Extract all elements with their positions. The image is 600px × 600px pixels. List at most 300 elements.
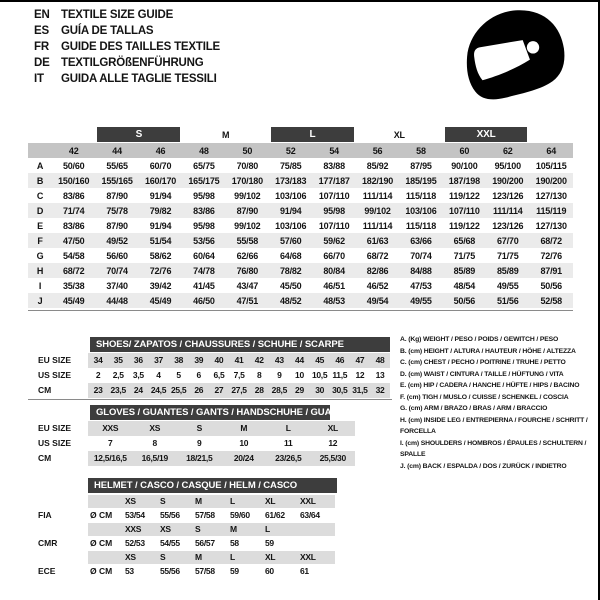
- size-value: 8: [256, 370, 262, 380]
- measure-value: 87/90: [106, 220, 128, 231]
- value-band: [88, 536, 335, 551]
- size-value: 16,5/19: [141, 453, 168, 463]
- legend-item: F. (cm) TIGH / MUSLO / CUISSE / SCHENKEL / COSCIA: [400, 393, 569, 401]
- measure-value: 68/72: [52, 263, 95, 278]
- measure-value: 75/78: [95, 203, 138, 218]
- size-letter: M: [195, 552, 202, 562]
- size-letter: XS: [125, 552, 136, 562]
- measure-value: 65/75: [193, 160, 215, 171]
- measure-value: 187/198: [443, 173, 486, 188]
- gloves-row-cm: [28, 451, 355, 466]
- measure-row-d: [28, 203, 573, 218]
- size-value: 2: [95, 370, 101, 380]
- measure-value: 50/60: [62, 160, 85, 171]
- title-line-fr: [34, 39, 220, 55]
- measure-value: 35/38: [62, 280, 85, 291]
- measure-row-j: [28, 293, 573, 308]
- page-title: TEXTILE SIZE GUIDE: [61, 9, 174, 21]
- numeric-size-spacer: [28, 143, 52, 158]
- measure-value: 53/56: [182, 233, 225, 248]
- size-value: 7: [108, 438, 113, 448]
- measure-value: 56/60: [106, 250, 128, 261]
- size-value: XL: [327, 423, 338, 433]
- size-value: 42: [254, 355, 264, 365]
- size-letter: L: [230, 552, 235, 562]
- size-header-band: [88, 495, 335, 508]
- measure-value: 68/72: [529, 233, 573, 248]
- measure-value: 107/110: [318, 190, 350, 201]
- measure-letter: E: [37, 220, 43, 231]
- measure-value: 99/102: [234, 220, 261, 231]
- measure-value: 71/75: [453, 250, 476, 261]
- measure-value: 71/75: [497, 250, 519, 261]
- measure-value: 59/62: [312, 233, 355, 248]
- measure-value: 48/53: [312, 293, 355, 308]
- numeric-size: 42: [52, 143, 95, 158]
- measure-value: 165/175: [182, 173, 225, 188]
- size-value: 12: [355, 370, 365, 380]
- helmet-size-header-ece: [28, 551, 337, 564]
- diameter-unit: Ø CM: [90, 566, 113, 576]
- legend-item: C. (cm) CHEST / PECHO / POITRINE / TRUHE / PETTO: [400, 359, 566, 366]
- measure-value: 99/102: [356, 203, 399, 218]
- measure-value: 67/70: [486, 233, 529, 248]
- racing-helmet-icon: [448, 2, 583, 105]
- measure-value: 115/118: [405, 220, 437, 231]
- measure-value: 49/52: [95, 233, 138, 248]
- size-value: 27,5: [231, 385, 247, 395]
- size-value: 52/53: [125, 538, 145, 548]
- language-code: FR: [34, 41, 49, 53]
- measure-value: 70/74: [95, 263, 138, 278]
- size-value: 30,5: [332, 385, 348, 395]
- measure-row-e: [28, 218, 573, 233]
- size-value: 12,5/16,5: [93, 453, 127, 463]
- measure-value: 170/180: [226, 173, 269, 188]
- measure-value: 85/89: [443, 263, 486, 278]
- value-band: [88, 353, 390, 368]
- size-letter: XS: [160, 524, 171, 534]
- size-group-empty: [529, 126, 573, 143]
- measure-letter: I: [38, 280, 42, 291]
- measure-value: 127/130: [535, 190, 567, 201]
- measure-value: 119/122: [449, 190, 480, 201]
- measure-value: 105/115: [535, 160, 567, 171]
- helmet-size-table: [28, 478, 337, 579]
- certification-label: FIA: [38, 510, 52, 520]
- size-value: 24,5: [150, 385, 167, 395]
- measure-value: 57/60: [269, 233, 312, 248]
- measure-value: 51/54: [139, 233, 182, 248]
- size-value: 47: [355, 355, 365, 365]
- size-value: 40: [214, 355, 224, 365]
- language-code: EN: [34, 9, 50, 21]
- size-value: [300, 536, 335, 551]
- size-value: 59: [230, 566, 239, 576]
- measure-letter: J: [28, 293, 52, 308]
- measure-value: 50/56: [443, 293, 486, 308]
- size-value: 8: [152, 438, 157, 448]
- size-value: 6: [196, 370, 201, 380]
- measure-value: 60/64: [193, 250, 215, 261]
- measure-value: 83/86: [62, 220, 85, 231]
- size-value: 61: [300, 566, 309, 576]
- measure-value: 68/72: [366, 250, 389, 261]
- measure-value: 173/183: [269, 173, 312, 188]
- measure-value: 44/48: [95, 293, 138, 308]
- measure-value: 103/106: [275, 190, 307, 201]
- size-value: 53/54: [125, 510, 145, 520]
- size-value: 53: [125, 566, 134, 576]
- page-title: GUIDA ALLE TAGLIE TESSILI: [61, 73, 217, 85]
- size-value: 3,5: [132, 370, 144, 380]
- size-value: 39: [194, 355, 204, 365]
- measure-value: 48/52: [269, 293, 312, 308]
- unit-spacer: [88, 523, 125, 536]
- page-title: GUÍA DE TALLAS: [61, 25, 154, 37]
- size-value: 31,5: [352, 385, 368, 395]
- legend-item: E. (cm) HIP / CADERA / HANCHE / HÜFTE / HIPS / BACINO: [400, 382, 580, 389]
- size-letter: S: [160, 552, 166, 562]
- numeric-size: 52: [269, 143, 312, 158]
- measure-value: 46/52: [366, 280, 389, 291]
- measure-value: 45/50: [279, 280, 302, 291]
- size-value: 44: [295, 355, 304, 365]
- measure-value: 103/106: [399, 203, 442, 218]
- measure-value: 37/40: [106, 280, 128, 291]
- measure-value: 111/114: [362, 190, 393, 201]
- unit-spacer: [88, 495, 125, 508]
- measurement-legend: [400, 334, 592, 472]
- measure-value: 72/76: [139, 263, 182, 278]
- size-value: 28,5: [271, 385, 287, 395]
- measure-value: 72/76: [540, 250, 562, 261]
- section-divider: [28, 399, 392, 400]
- size-value: XXS: [102, 423, 119, 433]
- helmet-values-cmr: [28, 536, 337, 551]
- size-value: 6,5: [213, 370, 225, 380]
- measure-value: 83/86: [182, 203, 225, 218]
- measure-value: 95/98: [193, 220, 215, 231]
- measure-letter: B: [28, 173, 52, 188]
- measure-value: 70/74: [410, 250, 432, 261]
- shoes-title-bar: SHOES/ ZAPATOS / CHAUSSURES / SCHUHE / SCARPE: [90, 337, 390, 352]
- measure-value: 49/55: [399, 293, 442, 308]
- size-letter: [300, 523, 335, 536]
- size-value: 10: [239, 438, 249, 448]
- size-value: 36: [133, 355, 143, 365]
- helmet-size-header-fia: [28, 495, 337, 508]
- measure-row-a: [28, 158, 573, 173]
- size-value: 24: [133, 385, 143, 395]
- size-letter: M: [230, 524, 237, 534]
- measure-value: 76/80: [226, 263, 269, 278]
- language-code: IT: [34, 73, 44, 85]
- numeric-size: 62: [486, 143, 529, 158]
- size-value: 9: [197, 438, 202, 448]
- measure-value: 80/84: [312, 263, 355, 278]
- measure-value: 127/130: [535, 220, 567, 231]
- size-value: 12: [328, 438, 338, 448]
- measure-value: 185/195: [399, 173, 442, 188]
- value-band: [88, 564, 335, 579]
- row-label: CM: [38, 453, 52, 463]
- numeric-size: 64: [529, 143, 573, 158]
- language-code: DE: [34, 57, 50, 69]
- measure-value: 47/50: [52, 233, 95, 248]
- measure-letter: C: [36, 190, 44, 201]
- helmet-values-ece: [28, 564, 337, 579]
- measure-value: 99/102: [234, 190, 261, 201]
- size-letter: XL: [265, 496, 276, 506]
- measure-value: 85/92: [366, 160, 389, 171]
- size-header-band: [88, 523, 335, 536]
- size-value: XS: [149, 423, 161, 433]
- size-value: 23,5: [110, 385, 126, 395]
- title-line-en: [34, 7, 220, 23]
- row-label-spacer: [28, 495, 90, 508]
- measure-value: 115/119: [529, 203, 573, 218]
- measure-value: 45/49: [139, 293, 182, 308]
- measure-value: 123/126: [492, 220, 524, 231]
- size-value: 5: [176, 370, 181, 380]
- measure-value: 107/110: [318, 220, 350, 231]
- page-title: GUIDE DES TAILLES TEXTILE: [61, 41, 220, 53]
- measure-value: 41/45: [193, 280, 215, 291]
- shoes-row-cm: [28, 383, 390, 398]
- measure-value: 182/190: [356, 173, 399, 188]
- size-letter: XXS: [125, 524, 142, 534]
- legend-item: J. (cm) BACK / ESPALDA / DOS / ZURÜCK / INDIETRO: [400, 462, 567, 470]
- size-value: 41: [234, 355, 244, 365]
- gloves-title-bar: GLOVES / GUANTES / GANTS / HANDSCHUHE / GUANTI: [90, 405, 330, 420]
- size-letter: XS: [125, 496, 136, 506]
- size-value: 10,5: [311, 370, 328, 380]
- row-label: CM: [38, 385, 52, 395]
- size-value: 32: [375, 385, 385, 395]
- helmet-title-bar: HELMET / CASCO / CASQUE / HELM / CASCO: [88, 478, 337, 493]
- size-group-bar-cell: [95, 126, 182, 143]
- value-band: [88, 436, 355, 451]
- measure-row-g: [28, 248, 573, 263]
- size-group-m: M: [182, 126, 269, 143]
- size-value: 7,5: [233, 370, 245, 380]
- legend-item: H. (cm) INSIDE LEG / ENTREPIERNA / FOURCHE / SCHRITT / FORCELLA: [400, 416, 588, 435]
- size-value: 37: [154, 355, 163, 365]
- measure-value: 70/80: [236, 160, 259, 171]
- gloves-row-us-size: [28, 436, 355, 451]
- shoes-row-us-size: [28, 368, 390, 383]
- measure-value: 115/118: [405, 190, 437, 201]
- size-value: 18/21,5: [186, 453, 213, 463]
- measure-value: 55/58: [226, 233, 269, 248]
- measure-value: 87/90: [226, 203, 269, 218]
- size-value: 34: [93, 355, 103, 365]
- size-group-s: S: [97, 127, 180, 142]
- size-value: M: [240, 423, 248, 433]
- size-value: 54/55: [160, 538, 180, 548]
- size-value: 29: [295, 385, 304, 395]
- certification-label: ECE: [38, 566, 56, 576]
- diameter-unit: Ø CM: [90, 538, 113, 548]
- measure-letter: H: [28, 263, 52, 278]
- measure-value: 84/88: [399, 263, 442, 278]
- size-value: 56/57: [195, 538, 215, 548]
- numeric-size: 58: [399, 143, 442, 158]
- measure-value: 46/50: [182, 293, 225, 308]
- helmet-values-fia: [28, 508, 337, 523]
- size-value: 48: [375, 355, 385, 365]
- measure-letter: G: [36, 250, 44, 261]
- section-divider: [28, 310, 573, 311]
- measure-value: 160/170: [139, 173, 182, 188]
- measure-value: 71/74: [52, 203, 95, 218]
- size-value: 9: [277, 370, 282, 380]
- size-header-band: [88, 551, 335, 564]
- measure-value: 95/98: [312, 203, 355, 218]
- measure-value: 55/65: [106, 160, 128, 171]
- row-label-spacer: [28, 523, 90, 536]
- measure-value: 90/100: [451, 160, 478, 171]
- size-value: 58: [230, 538, 239, 548]
- measure-row-f: [28, 233, 573, 248]
- measure-row-h: [28, 263, 573, 278]
- measure-value: 190/200: [529, 173, 573, 188]
- legend-item: A. (Kg) WEIGHT / PESO / POIDS / GEWITCH / PESO: [400, 336, 559, 343]
- size-value: 23/26,5: [275, 453, 302, 463]
- measure-value: 47/51: [226, 293, 269, 308]
- language-code: ES: [34, 25, 49, 37]
- size-value: 59/60: [230, 510, 250, 520]
- measure-value: 111/114: [486, 203, 529, 218]
- measure-letter: A: [36, 160, 44, 171]
- size-group-xxl: XXL: [445, 127, 528, 142]
- size-value: S: [196, 423, 202, 433]
- measure-value: 85/89: [486, 263, 529, 278]
- textile-size-table: [28, 126, 573, 308]
- size-value: 61/62: [265, 510, 285, 520]
- value-band: [88, 451, 355, 466]
- measure-value: 51/56: [486, 293, 529, 308]
- size-value: 55/56: [160, 566, 180, 576]
- measure-row-b: [28, 173, 573, 188]
- shoes-size-table: [28, 337, 390, 398]
- size-value: 45: [315, 355, 325, 365]
- measure-value: 123/126: [492, 190, 524, 201]
- size-value: 57/58: [195, 510, 215, 520]
- numeric-size: 50: [226, 143, 269, 158]
- measure-value: 155/165: [95, 173, 138, 188]
- title-language-list: [34, 7, 220, 87]
- size-value: 27: [214, 385, 224, 395]
- measure-value: 87/90: [106, 190, 128, 201]
- size-value: 10: [295, 370, 304, 380]
- size-value: 59: [265, 538, 274, 548]
- certification-label: CMR: [38, 538, 58, 548]
- size-value: 25,5/30: [319, 453, 346, 463]
- measure-value: 91/94: [149, 190, 172, 201]
- numeric-size-row: [28, 143, 573, 158]
- measure-value: 65/68: [443, 233, 486, 248]
- size-value: 26: [194, 385, 204, 395]
- measure-value: 63/66: [399, 233, 442, 248]
- legend-item: G. (cm) ARM / BRAZO / BRAS / ARM / BRACCIO: [400, 405, 548, 412]
- measure-value: 49/54: [356, 293, 399, 308]
- size-letter: L: [265, 524, 270, 534]
- size-letter: XXL: [300, 496, 316, 506]
- size-group-empty: [52, 126, 95, 143]
- size-value: 57/58: [195, 566, 215, 576]
- title-line-de: [34, 55, 220, 71]
- measure-value: 87/91: [529, 263, 573, 278]
- numeric-size: 56: [356, 143, 399, 158]
- measure-value: 74/78: [182, 263, 225, 278]
- row-label: EU SIZE: [38, 355, 72, 365]
- legend-item: B. (cm) HEIGHT / ALTURA / HAUTEUR / HÖHE / ALTEZZA: [400, 347, 576, 355]
- size-letter: XL: [265, 552, 276, 562]
- measure-value: 47/53: [410, 280, 432, 291]
- size-value: 28: [254, 385, 264, 395]
- measure-value: 49/55: [497, 280, 519, 291]
- measure-value: 103/106: [275, 220, 307, 231]
- size-value: 25,5: [170, 385, 187, 395]
- measure-value: 119/122: [449, 220, 480, 231]
- size-group-row: [28, 126, 573, 143]
- value-band: [88, 368, 390, 383]
- title-line-es: [34, 23, 220, 39]
- unit-spacer: [88, 551, 125, 564]
- value-band: [88, 383, 390, 398]
- measure-value: 58/62: [149, 250, 172, 261]
- measure-row-c: [28, 188, 573, 203]
- size-letter: M: [195, 496, 202, 506]
- measure-value: 79/82: [139, 203, 182, 218]
- size-value: 63/64: [300, 510, 320, 520]
- measure-value: 61/63: [356, 233, 399, 248]
- gloves-size-table: [28, 405, 355, 466]
- size-value: 46: [335, 355, 345, 365]
- legend-item: I. (cm) SHOULDERS / HOMBROS / ÉPAULES / SCHULTERN / SPALLE: [400, 439, 587, 458]
- size-group-bar-cell: [269, 126, 356, 143]
- measure-value: 50/56: [540, 280, 562, 291]
- measure-value: 83/88: [323, 160, 345, 171]
- size-value: 2,5: [112, 370, 124, 380]
- size-value: 60: [265, 566, 274, 576]
- size-group-l: L: [271, 127, 354, 142]
- measure-value: 66/70: [323, 250, 345, 261]
- size-letter: S: [195, 524, 201, 534]
- row-label: US SIZE: [38, 438, 72, 448]
- size-letter: L: [230, 496, 235, 506]
- title-line-it: [34, 71, 220, 87]
- measure-value: 95/100: [494, 160, 521, 171]
- size-group-spacer: [28, 126, 52, 143]
- measure-value: 95/98: [193, 190, 215, 201]
- row-label-spacer: [28, 551, 90, 564]
- helmet-size-header-cmr: [28, 523, 337, 536]
- measure-value: 91/94: [269, 203, 312, 218]
- measure-value: 46/51: [323, 280, 345, 291]
- measure-letter: F: [28, 233, 52, 248]
- size-value: 4: [156, 370, 161, 380]
- measure-value: 82/86: [356, 263, 399, 278]
- size-value: 55/56: [160, 510, 180, 520]
- measure-value: 111/114: [362, 220, 393, 231]
- measure-value: 75/85: [279, 160, 302, 171]
- measure-value: 150/160: [52, 173, 95, 188]
- numeric-size: 46: [139, 143, 182, 158]
- shoes-row-eu-size: [28, 353, 390, 368]
